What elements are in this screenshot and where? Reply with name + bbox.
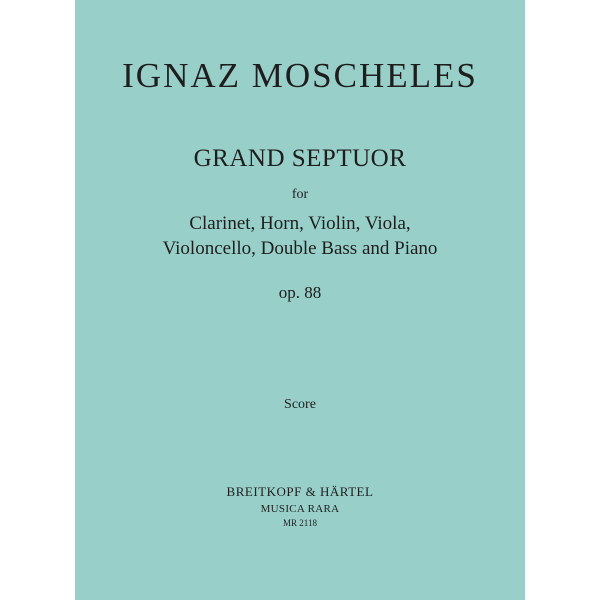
catalog-number: MR 2118: [283, 518, 317, 528]
for-label: for: [291, 187, 309, 202]
instrumentation-line-1: Clarinet, Horn, Violin, Viola,: [189, 213, 411, 234]
imprint-name: MUSICA RARA: [260, 503, 340, 515]
instrumentation-line-2: Violoncello, Double Bass and Piano: [162, 238, 438, 259]
work-title: GRAND SEPTUOR: [193, 145, 407, 172]
publisher-name: BREITKOPF & HÄRTEL: [226, 484, 374, 499]
edition-type: Score: [284, 397, 316, 412]
composer-name: IGNAZ MOSCHELES: [122, 56, 478, 95]
opus-number: op. 88: [278, 283, 322, 302]
score-cover: [75, 0, 525, 600]
